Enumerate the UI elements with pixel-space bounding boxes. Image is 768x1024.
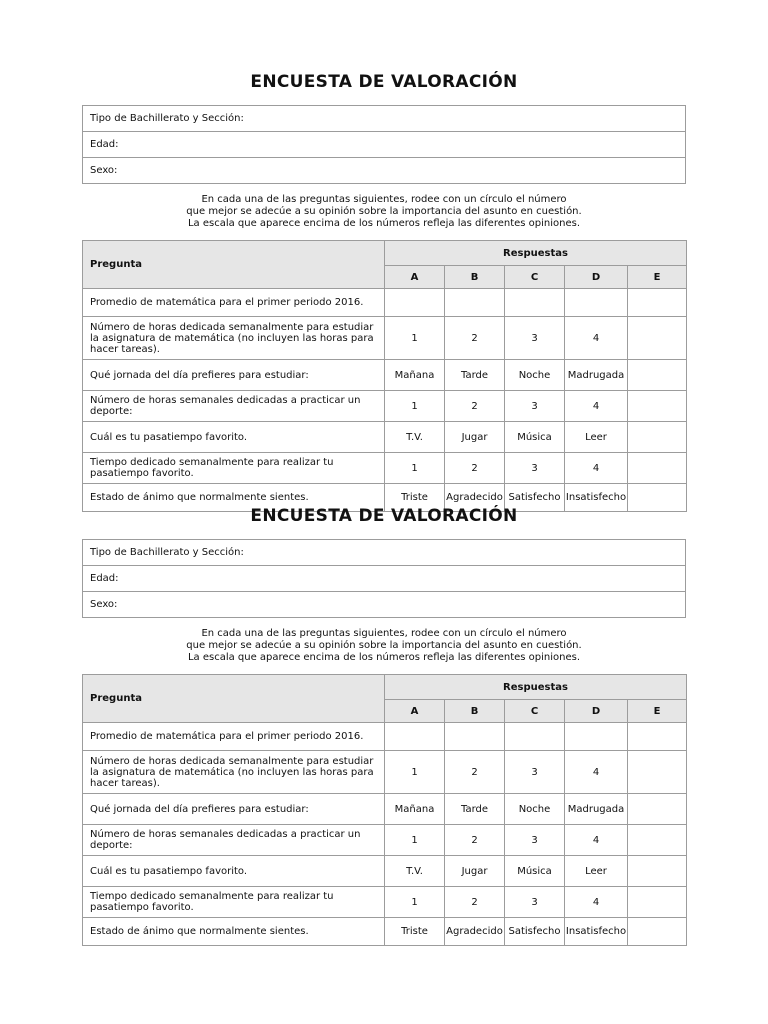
answer-option[interactable]: T.V.	[385, 856, 445, 887]
survey-title: ENCUESTA DE VALORACIÓN	[250, 506, 518, 526]
answer-option[interactable]: 2	[445, 317, 505, 360]
answer-option[interactable]: Jugar	[445, 422, 505, 453]
answer-column-letter: B	[445, 266, 505, 289]
instructions	[82, 194, 686, 230]
question-row	[83, 289, 687, 317]
answer-option[interactable]: 4	[565, 317, 628, 360]
answer-option[interactable]: 2	[445, 453, 505, 484]
answer-option[interactable]: 1	[385, 453, 445, 484]
answer-option[interactable]	[445, 289, 505, 317]
survey-title: ENCUESTA DE VALORACIÓN	[250, 72, 518, 92]
instruction-line: La escala que aparece encima de los números refleja las diferentes opiniones.	[187, 218, 581, 229]
answer-option[interactable]	[565, 289, 628, 317]
question-row	[83, 317, 687, 360]
answer-option[interactable]	[628, 794, 687, 825]
answer-option[interactable]	[628, 856, 687, 887]
question-text: Promedio de matemática para el primer periodo 2016.	[83, 289, 385, 317]
answer-option[interactable]: 1	[385, 751, 445, 794]
answer-column-letter: D	[565, 266, 628, 289]
question-text: Número de horas semanales dedicadas a practicar un deporte:	[83, 391, 385, 422]
answer-option[interactable]: 4	[565, 453, 628, 484]
answer-option[interactable]: 2	[445, 391, 505, 422]
answer-option[interactable]: Música	[505, 856, 565, 887]
info-row	[83, 158, 686, 184]
question-row	[83, 751, 687, 794]
answer-option[interactable]: 4	[565, 751, 628, 794]
info-field-label[interactable]: Edad:	[83, 132, 686, 158]
answer-option[interactable]	[628, 317, 687, 360]
instructions	[82, 628, 686, 664]
answer-column-letter: E	[628, 266, 687, 289]
answer-option[interactable]: 1	[385, 317, 445, 360]
answer-option[interactable]: 1	[385, 825, 445, 856]
answer-option[interactable]	[445, 723, 505, 751]
question-text: Estado de ánimo que normalmente sientes.	[83, 918, 385, 946]
question-text: Qué jornada del día prefieres para estudiar:	[83, 360, 385, 391]
answer-option[interactable]: Leer	[565, 856, 628, 887]
answer-column-letter: D	[565, 700, 628, 723]
question-column-header: Pregunta	[83, 241, 385, 289]
answer-column-letter: B	[445, 700, 505, 723]
answer-column-letter: E	[628, 700, 687, 723]
answer-option[interactable]: 3	[505, 391, 565, 422]
info-field-label[interactable]: Tipo de Bachillerato y Sección:	[83, 106, 686, 132]
question-text: Qué jornada del día prefieres para estudiar:	[83, 794, 385, 825]
question-row	[83, 422, 687, 453]
answer-option[interactable]: Tarde	[445, 360, 505, 391]
answer-option[interactable]: Mañana	[385, 360, 445, 391]
answer-option[interactable]	[628, 751, 687, 794]
answer-option[interactable]: 3	[505, 453, 565, 484]
info-field-label[interactable]: Edad:	[83, 566, 686, 592]
answer-option[interactable]: 1	[385, 887, 445, 918]
respondent-info-table	[82, 105, 686, 184]
instruction-line: que mejor se adecúe a su opinión sobre la importancia del asunto en cuestión.	[186, 206, 582, 217]
table-header-row	[83, 241, 687, 266]
info-row	[83, 106, 686, 132]
answer-option[interactable]: Leer	[565, 422, 628, 453]
question-row	[83, 918, 687, 946]
question-text: Promedio de matemática para el primer periodo 2016.	[83, 723, 385, 751]
answer-option[interactable]: 4	[565, 391, 628, 422]
answer-option[interactable]	[565, 723, 628, 751]
respondent-info-table	[82, 539, 686, 618]
answer-option[interactable]: 4	[565, 825, 628, 856]
question-row	[83, 887, 687, 918]
answer-option[interactable]: Satisfecho	[505, 918, 565, 946]
answer-option[interactable]: Insatisfecho	[565, 484, 628, 512]
answer-option[interactable]	[628, 422, 687, 453]
question-text: Cuál es tu pasatiempo favorito.	[83, 856, 385, 887]
answer-option[interactable]: 2	[445, 751, 505, 794]
answer-option[interactable]: 3	[505, 887, 565, 918]
answer-option[interactable]: 3	[505, 825, 565, 856]
answer-option[interactable]: Agradecido	[445, 484, 505, 512]
answer-option[interactable]: 3	[505, 317, 565, 360]
info-row	[83, 132, 686, 158]
answer-option[interactable]	[628, 453, 687, 484]
answer-option[interactable]: T.V.	[385, 422, 445, 453]
info-field-label[interactable]: Sexo:	[83, 158, 686, 184]
answer-option[interactable]: Mañana	[385, 794, 445, 825]
questions-table	[82, 240, 687, 512]
answer-option[interactable]: Satisfecho	[505, 484, 565, 512]
question-row	[83, 360, 687, 391]
instruction-line: En cada una de las preguntas siguientes, rodee con un círculo el número	[201, 628, 567, 639]
info-row	[83, 566, 686, 592]
info-field-label[interactable]: Tipo de Bachillerato y Sección:	[83, 540, 686, 566]
info-row	[83, 540, 686, 566]
answer-option[interactable]: 2	[445, 825, 505, 856]
answer-option[interactable]: Noche	[505, 360, 565, 391]
answer-option[interactable]: Triste	[385, 484, 445, 512]
instruction-line: En cada una de las preguntas siguientes, rodee con un círculo el número	[201, 194, 567, 205]
question-row	[83, 391, 687, 422]
answer-option[interactable]	[505, 723, 565, 751]
question-text: Cuál es tu pasatiempo favorito.	[83, 422, 385, 453]
answer-option[interactable]: 1	[385, 391, 445, 422]
answer-option[interactable]	[628, 825, 687, 856]
question-row	[83, 453, 687, 484]
answer-option[interactable]	[628, 360, 687, 391]
answer-option[interactable]	[505, 289, 565, 317]
question-text: Número de horas semanales dedicadas a practicar un deporte:	[83, 825, 385, 856]
answers-column-header: Respuestas	[385, 675, 687, 700]
answer-column-letter: A	[385, 266, 445, 289]
instruction-line: que mejor se adecúe a su opinión sobre la importancia del asunto en cuestión.	[186, 640, 582, 651]
answer-option[interactable]: Música	[505, 422, 565, 453]
answer-option[interactable]: Madrugada	[565, 360, 628, 391]
answer-option[interactable]: Noche	[505, 794, 565, 825]
answers-column-header: Respuestas	[385, 241, 687, 266]
question-text: Tiempo dedicado semanalmente para realizar tu pasatiempo favorito.	[83, 887, 385, 918]
answer-option[interactable]	[385, 723, 445, 751]
table-header-row	[83, 675, 687, 700]
instruction-line: La escala que aparece encima de los números refleja las diferentes opiniones.	[187, 652, 581, 663]
question-row	[83, 794, 687, 825]
answer-option[interactable]	[628, 391, 687, 422]
question-row	[83, 825, 687, 856]
answer-option[interactable]: Triste	[385, 918, 445, 946]
answer-option[interactable]: Jugar	[445, 856, 505, 887]
answer-column-letter: A	[385, 700, 445, 723]
answer-option[interactable]: Insatisfecho	[565, 918, 628, 946]
answer-column-letter: C	[505, 700, 565, 723]
question-column-header: Pregunta	[83, 675, 385, 723]
question-row	[83, 856, 687, 887]
question-text: Estado de ánimo que normalmente sientes.	[83, 484, 385, 512]
info-field-label[interactable]: Sexo:	[83, 592, 686, 618]
answer-option[interactable]	[628, 289, 687, 317]
question-text: Número de horas dedicada semanalmente para estudiar la asignatura de matemática (no incluyen las horas para hacer tareas).	[83, 317, 385, 360]
answer-option[interactable]: Tarde	[445, 794, 505, 825]
answer-column-letter: C	[505, 266, 565, 289]
answer-option[interactable]	[385, 289, 445, 317]
questions-table	[82, 674, 687, 946]
answer-option[interactable]	[628, 887, 687, 918]
info-row	[83, 592, 686, 618]
answer-option[interactable]	[628, 918, 687, 946]
question-row	[83, 723, 687, 751]
answer-option[interactable]	[628, 723, 687, 751]
answer-option[interactable]: 4	[565, 887, 628, 918]
question-text: Tiempo dedicado semanalmente para realizar tu pasatiempo favorito.	[83, 453, 385, 484]
answer-option[interactable]: Agradecido	[445, 918, 505, 946]
question-text: Número de horas dedicada semanalmente para estudiar la asignatura de matemática (no incluyen las horas para hacer tareas).	[83, 751, 385, 794]
answer-option[interactable]: 2	[445, 887, 505, 918]
answer-option[interactable]: 3	[505, 751, 565, 794]
answer-option[interactable]: Madrugada	[565, 794, 628, 825]
